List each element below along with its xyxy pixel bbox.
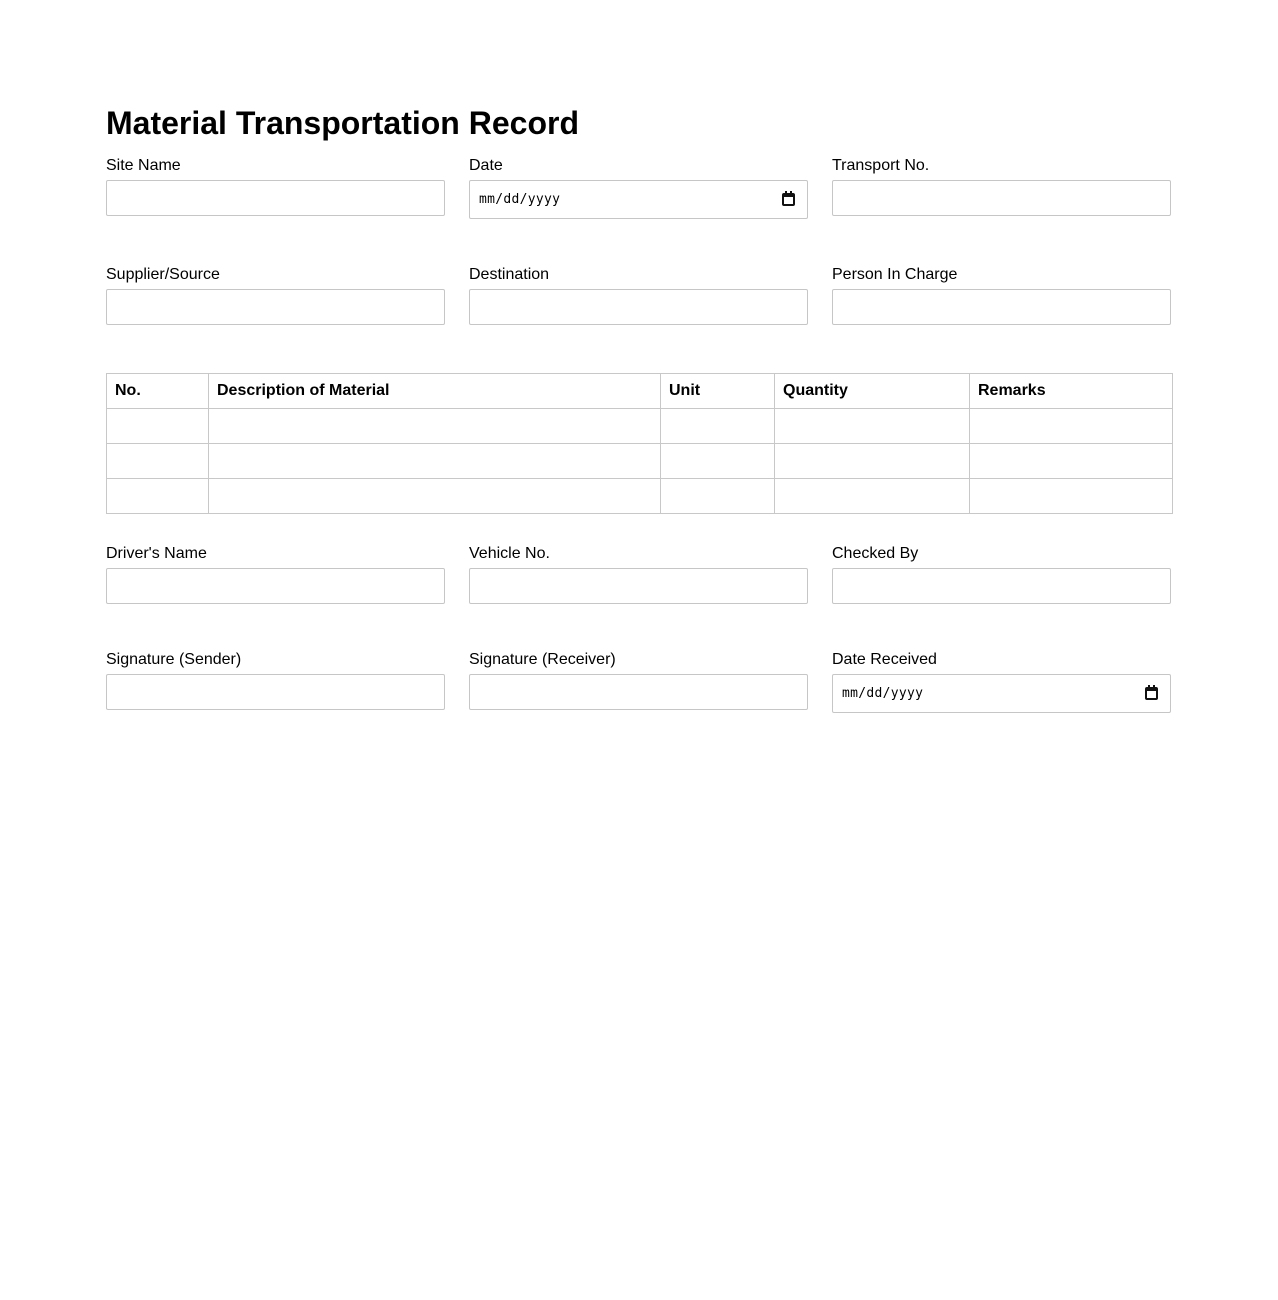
- vehicle-no-field: [469, 545, 808, 604]
- drivers-name-field: [106, 545, 445, 604]
- vehicle-no-label: Vehicle No.: [469, 545, 550, 562]
- table-header-row: [107, 374, 1173, 409]
- cell-remarks[interactable]: [970, 479, 1173, 514]
- supplier-source-input[interactable]: [106, 289, 445, 325]
- header-row-1: [106, 157, 1172, 219]
- signature-receiver-label: Signature (Receiver): [469, 651, 616, 668]
- vehicle-no-input[interactable]: [469, 568, 808, 604]
- destination-label: Destination: [469, 266, 550, 283]
- column-header-quantity: Quantity: [775, 374, 970, 409]
- signature-receiver-field: [469, 651, 808, 713]
- supplier-source-label: Supplier/Source: [106, 266, 220, 283]
- column-header-unit: Unit: [661, 374, 775, 409]
- person-in-charge-label: Person In Charge: [832, 266, 958, 283]
- date-received-field: [832, 651, 1171, 713]
- checked-by-input[interactable]: [832, 568, 1171, 604]
- calendar-icon[interactable]: [1145, 687, 1158, 700]
- drivers-name-input[interactable]: [106, 568, 445, 604]
- column-header-remarks: Remarks: [970, 374, 1173, 409]
- table-row: [107, 479, 1173, 514]
- date-input[interactable]: [469, 180, 808, 219]
- date-received-label: Date Received: [832, 651, 937, 668]
- date-received-input[interactable]: [832, 674, 1171, 713]
- cell-quantity[interactable]: [775, 409, 970, 444]
- cell-remarks[interactable]: [970, 444, 1173, 479]
- table-row: [107, 444, 1173, 479]
- transport-no-field: [832, 157, 1171, 219]
- footer-row-2: [106, 651, 1172, 713]
- cell-quantity[interactable]: [775, 444, 970, 479]
- person-in-charge-input[interactable]: [832, 289, 1171, 325]
- cell-no[interactable]: [107, 479, 209, 514]
- site-name-input[interactable]: [106, 180, 445, 216]
- cell-unit[interactable]: [661, 479, 775, 514]
- destination-input[interactable]: [469, 289, 808, 325]
- transport-no-input[interactable]: [832, 180, 1171, 216]
- date-received-placeholder: mm/dd/yyyy: [842, 686, 924, 701]
- cell-quantity[interactable]: [775, 479, 970, 514]
- checked-by-label: Checked By: [832, 545, 919, 562]
- cell-remarks[interactable]: [970, 409, 1173, 444]
- drivers-name-label: Driver's Name: [106, 545, 207, 562]
- cell-description[interactable]: [209, 444, 661, 479]
- signature-sender-field: [106, 651, 445, 713]
- person-in-charge-field: [832, 266, 1171, 325]
- cell-unit[interactable]: [661, 409, 775, 444]
- column-header-no: No.: [107, 374, 209, 409]
- footer-row-1: [106, 545, 1172, 604]
- page-title: Material Transportation Record: [106, 105, 579, 141]
- column-header-description: Description of Material: [209, 374, 661, 409]
- cell-description[interactable]: [209, 479, 661, 514]
- signature-sender-input[interactable]: [106, 674, 445, 710]
- materials-table: [106, 373, 1173, 514]
- date-label: Date: [469, 157, 503, 174]
- cell-no[interactable]: [107, 444, 209, 479]
- transport-no-label: Transport No.: [832, 157, 930, 174]
- site-name-label: Site Name: [106, 157, 181, 174]
- table-row: [107, 409, 1173, 444]
- date-field: [469, 157, 808, 219]
- site-name-field: [106, 157, 445, 219]
- destination-field: [469, 266, 808, 325]
- calendar-icon[interactable]: [782, 193, 795, 206]
- header-row-2: [106, 266, 1172, 325]
- cell-unit[interactable]: [661, 444, 775, 479]
- checked-by-field: [832, 545, 1171, 604]
- date-placeholder: mm/dd/yyyy: [479, 192, 561, 207]
- cell-description[interactable]: [209, 409, 661, 444]
- signature-receiver-input[interactable]: [469, 674, 808, 710]
- supplier-source-field: [106, 266, 445, 325]
- cell-no[interactable]: [107, 409, 209, 444]
- signature-sender-label: Signature (Sender): [106, 651, 242, 668]
